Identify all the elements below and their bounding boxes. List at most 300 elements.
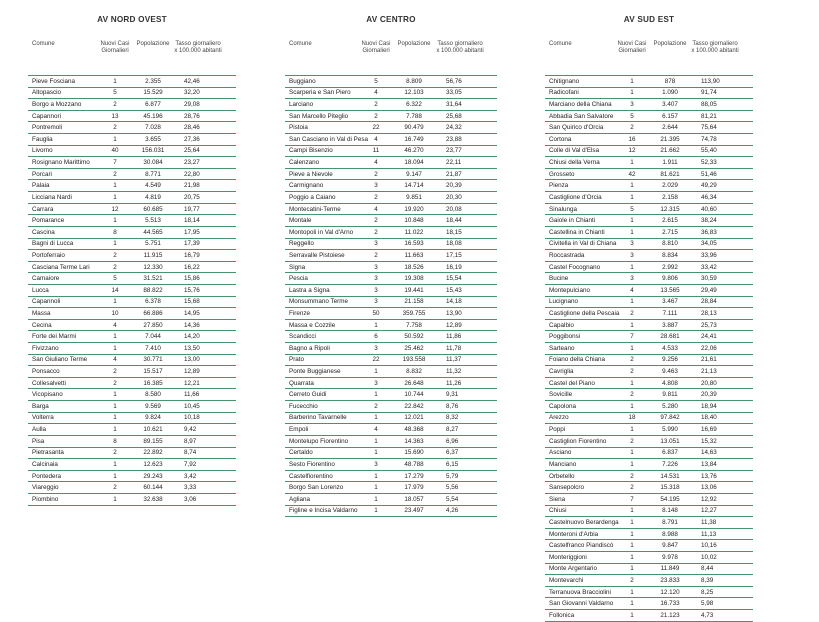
table-row: [545, 134, 753, 146]
table-row: [285, 262, 497, 274]
cell-tasso: 11,66: [184, 391, 200, 399]
cell-comune: Pontremoli: [32, 124, 63, 132]
cell-comune: Cavriglia: [549, 368, 574, 376]
cell-tasso: 52,33: [701, 159, 717, 167]
table-row: [545, 564, 753, 576]
cell-popolazione: 16.749: [404, 135, 424, 143]
cell-tasso: 33,96: [701, 251, 717, 259]
cell-nuovi-casi: 12: [628, 147, 636, 155]
cell-tasso: 23,88: [446, 135, 462, 143]
table-row: [285, 297, 497, 309]
table-row: [285, 122, 497, 134]
cell-nuovi-casi: 1: [374, 507, 378, 515]
cell-comune: Pomarance: [32, 217, 65, 225]
cell-nuovi-casi: 2: [630, 309, 634, 317]
cell-popolazione: 7.111: [662, 309, 678, 317]
cell-tasso: 18,94: [701, 402, 717, 410]
cell-comune: Chiusi della Verna: [549, 159, 600, 167]
cell-comune: Larciano: [289, 101, 314, 109]
cell-popolazione: 21.123: [660, 611, 680, 619]
cell-tasso: 15,32: [701, 437, 717, 445]
cell-comune: Poggibonsi: [549, 333, 581, 341]
cell-nuovi-casi: 3: [630, 275, 634, 283]
cell-comune: Sinalunga: [549, 205, 578, 213]
cell-comune: San Casciano in Val di Pesa: [289, 135, 368, 143]
cell-nuovi-casi: 1: [630, 379, 634, 387]
cell-tasso: 20,08: [446, 205, 462, 213]
table-row: [545, 215, 753, 227]
cell-comune: Certaldo: [289, 449, 313, 457]
cell-comune: Roccastrada: [549, 251, 585, 259]
cell-nuovi-casi: 2: [374, 193, 378, 201]
cell-popolazione: 6.378: [145, 298, 161, 306]
cell-comune: Quarrata: [289, 379, 314, 387]
panel-av-nord-ovest: [28, 14, 236, 506]
cell-comune: Monte Argentario: [549, 565, 597, 573]
cell-nuovi-casi: 1: [630, 542, 634, 550]
cell-tasso: 28,46: [184, 124, 200, 132]
table-row: [545, 610, 753, 622]
table-row: [28, 378, 236, 390]
cell-comune: Pontedera: [32, 472, 62, 480]
cell-tasso: 19,77: [184, 205, 200, 213]
cell-comune: Follonica: [549, 611, 575, 619]
table-row: [285, 482, 497, 494]
cell-nuovi-casi: 5: [374, 77, 378, 85]
cell-tasso: 10,16: [701, 542, 717, 550]
cell-tasso: 8,44: [701, 565, 714, 573]
cell-nuovi-casi: 4: [113, 356, 117, 364]
cell-nuovi-casi: 18: [628, 414, 636, 422]
cell-popolazione: 7.788: [406, 112, 422, 120]
cell-nuovi-casi: 40: [111, 147, 119, 155]
cell-popolazione: 15.529: [143, 89, 163, 97]
cell-comune: Monteriggioni: [549, 553, 587, 561]
cell-comune: Cascina: [32, 228, 55, 236]
cell-nuovi-casi: 1: [630, 159, 634, 167]
cell-comune: Forte dei Marmi: [32, 333, 77, 341]
cell-popolazione: 21.158: [404, 298, 424, 306]
cell-nuovi-casi: 2: [630, 391, 634, 399]
cell-popolazione: 17.979: [404, 484, 424, 492]
cell-tasso: 12,92: [701, 495, 717, 503]
table-row: [28, 169, 236, 181]
panel-title: AV CENTRO: [366, 15, 416, 24]
cell-nuovi-casi: 1: [113, 298, 117, 306]
cell-comune: Livorno: [32, 147, 53, 155]
table-row: [545, 343, 753, 355]
cell-nuovi-casi: 3: [630, 251, 634, 259]
cell-popolazione: 2.158: [662, 193, 678, 201]
cell-tasso: 88,05: [701, 101, 717, 109]
cell-nuovi-casi: 1: [630, 530, 634, 538]
cell-popolazione: 6.837: [662, 449, 678, 457]
cell-nuovi-casi: 1: [113, 391, 117, 399]
cell-nuovi-casi: 2: [630, 484, 634, 492]
cell-nuovi-casi: 1: [630, 89, 634, 97]
cell-popolazione: 8.834: [662, 251, 678, 259]
cell-tasso: 11,13: [701, 530, 717, 538]
cell-popolazione: 1.090: [662, 89, 678, 97]
cell-nuovi-casi: 3: [374, 263, 378, 271]
cell-nuovi-casi: 11: [372, 147, 380, 155]
cell-nuovi-casi: 16: [628, 135, 636, 143]
cell-tasso: 14,95: [184, 309, 200, 317]
cell-nuovi-casi: 2: [630, 472, 634, 480]
cell-nuovi-casi: 4: [374, 89, 378, 97]
cell-nuovi-casi: 1: [113, 402, 117, 410]
table-header: [545, 41, 753, 75]
cell-tasso: 14,18: [446, 298, 462, 306]
cell-popolazione: 2.715: [662, 228, 678, 236]
table-row: [28, 192, 236, 204]
cell-popolazione: 29.243: [143, 472, 163, 480]
cell-popolazione: 12.623: [143, 460, 163, 468]
table-row: [28, 436, 236, 448]
cell-comune: Licciana Nardi: [32, 193, 72, 201]
table-row: [545, 273, 753, 285]
cell-comune: Fucecchio: [289, 402, 318, 410]
cell-popolazione: 97.842: [660, 414, 680, 422]
cell-nuovi-casi: 2: [113, 484, 117, 492]
cell-comune: Arezzo: [549, 414, 569, 422]
cell-tasso: 3,33: [184, 484, 197, 492]
cell-tasso: 20,80: [701, 379, 717, 387]
cell-popolazione: 9.851: [406, 193, 422, 201]
cell-comune: Asciano: [549, 449, 572, 457]
cell-comune: Terranuova Bracciolini: [549, 588, 611, 596]
cell-tasso: 8,74: [184, 449, 197, 457]
cell-nuovi-casi: 50: [372, 309, 380, 317]
cell-nuovi-casi: 1: [630, 588, 634, 596]
cell-comune: Lucca: [32, 286, 49, 294]
table-row: [545, 250, 753, 262]
table-row: [285, 134, 497, 146]
cell-comune: Fauglia: [32, 135, 53, 143]
cell-comune: Campi Bisenzio: [289, 147, 333, 155]
table-row: [285, 355, 497, 367]
table-row: [545, 424, 753, 436]
cell-tasso: 29,49: [701, 286, 717, 294]
table-row: [28, 146, 236, 158]
cell-popolazione: 3.655: [145, 135, 161, 143]
cell-comune: Montecatini-Terme: [289, 205, 341, 213]
cell-tasso: 23,77: [446, 147, 462, 155]
cell-tasso: 20,30: [446, 193, 462, 201]
cell-popolazione: 7.758: [406, 321, 422, 329]
cell-comune: Chiusi: [549, 507, 567, 515]
cell-comune: Calcinaia: [32, 460, 58, 468]
cell-comune: Castel Focognano: [549, 263, 601, 271]
cell-popolazione: 15.517: [143, 368, 163, 376]
cell-popolazione: 31.521: [143, 275, 163, 283]
table-row: [545, 529, 753, 541]
table-row: [545, 227, 753, 239]
table-row: [545, 239, 753, 251]
cell-popolazione: 7.410: [145, 344, 161, 352]
cell-comune: Montepulciano: [549, 286, 590, 294]
cell-nuovi-casi: 1: [630, 217, 634, 225]
cell-popolazione: 66.886: [143, 309, 163, 317]
cell-comune: Capannori: [32, 112, 62, 120]
cell-popolazione: 9.978: [662, 553, 678, 561]
cell-popolazione: 46.270: [404, 147, 424, 155]
cell-nuovi-casi: 3: [374, 275, 378, 283]
cell-nuovi-casi: 1: [374, 484, 378, 492]
cell-popolazione: 88.822: [143, 286, 163, 294]
cell-popolazione: 9.824: [145, 414, 161, 422]
cell-comune: Monteroni d'Arbia: [549, 530, 599, 538]
table-row: [285, 506, 497, 518]
cell-comune: Sovicille: [549, 391, 573, 399]
cell-comune: Bagni di Lucca: [32, 240, 74, 248]
cell-tasso: 75,64: [701, 124, 717, 132]
cell-nuovi-casi: 1: [630, 182, 634, 190]
cell-nuovi-casi: 1: [630, 402, 634, 410]
cell-comune: Massa e Cozzile: [289, 321, 336, 329]
cell-tasso: 15,54: [446, 275, 462, 283]
cell-tasso: 5,56: [446, 484, 459, 492]
cell-popolazione: 5.990: [662, 426, 678, 434]
table-row: [285, 75, 497, 88]
cell-tasso: 21,87: [446, 170, 462, 178]
table-row: [545, 401, 753, 413]
cell-popolazione: 2.029: [662, 182, 678, 190]
cell-tasso: 22,06: [701, 344, 717, 352]
cell-popolazione: 45.196: [143, 112, 163, 120]
cell-tasso: 17,39: [184, 240, 200, 248]
table-row: [28, 180, 236, 192]
cell-nuovi-casi: 14: [111, 286, 119, 294]
cell-nuovi-casi: 1: [113, 240, 117, 248]
table-row: [545, 448, 753, 460]
cell-comune: Aulla: [32, 426, 47, 434]
cell-tasso: 8,32: [446, 414, 459, 422]
table-row: [545, 99, 753, 111]
cell-tasso: 12,27: [701, 507, 717, 515]
cell-nuovi-casi: 1: [113, 217, 117, 225]
table-row: [545, 169, 753, 181]
cell-comune: Capolona: [549, 402, 576, 410]
cell-popolazione: 81.621: [660, 170, 680, 178]
cell-tasso: 11,32: [446, 368, 462, 376]
cell-comune: Carrara: [32, 205, 54, 213]
cell-popolazione: 16.385: [143, 379, 163, 387]
table-row: [28, 308, 236, 320]
cell-tasso: 31,64: [446, 101, 462, 109]
table-row: [285, 331, 497, 343]
cell-comune: Cerreto Guidi: [289, 391, 327, 399]
cell-comune: Radicofani: [549, 89, 579, 97]
cell-tasso: 10,02: [701, 553, 717, 561]
table-row: [545, 331, 753, 343]
cell-nuovi-casi: 3: [374, 379, 378, 387]
cell-comune: Civitella in Val di Chiana: [549, 240, 617, 248]
cell-tasso: 6,37: [446, 449, 459, 457]
cell-tasso: 32,20: [184, 89, 200, 97]
cell-popolazione: 3.407: [662, 101, 678, 109]
cell-nuovi-casi: 1: [374, 414, 378, 422]
column-header-comune: Comune: [289, 41, 312, 47]
cell-tasso: 55,40: [701, 147, 717, 155]
cell-comune: Foiano della Chiana: [549, 356, 606, 364]
table-row: [28, 122, 236, 134]
cell-nuovi-casi: 5: [630, 112, 634, 120]
cell-popolazione: 5.280: [662, 402, 678, 410]
cell-popolazione: 13.565: [660, 286, 680, 294]
cell-comune: Poggio a Caiano: [289, 193, 336, 201]
cell-comune: Castelfiorentino: [289, 472, 333, 480]
cell-tasso: 22,80: [184, 170, 200, 178]
cell-comune: Sarteano: [549, 344, 575, 352]
table-row: [28, 204, 236, 216]
cell-comune: Viareggio: [32, 484, 59, 492]
cell-nuovi-casi: 2: [113, 101, 117, 109]
cell-nuovi-casi: 1: [374, 391, 378, 399]
cell-tasso: 16,22: [184, 263, 200, 271]
cell-popolazione: 21.662: [660, 147, 680, 155]
cell-nuovi-casi: 2: [630, 356, 634, 364]
cell-comune: Ponsacco: [32, 368, 60, 376]
cell-nuovi-casi: 1: [113, 77, 117, 85]
cell-tasso: 11,37: [446, 356, 462, 364]
cell-nuovi-casi: 2: [113, 263, 117, 271]
table-row: [545, 88, 753, 100]
cell-tasso: 10,45: [184, 402, 200, 410]
table-row: [28, 88, 236, 100]
cell-nuovi-casi: 4: [630, 286, 634, 294]
column-header-comune: Comune: [549, 41, 572, 47]
cell-tasso: 27,36: [184, 135, 200, 143]
cell-comune: Signa: [289, 263, 306, 271]
cell-tasso: 25,64: [184, 147, 200, 155]
table-row: [28, 366, 236, 378]
cell-nuovi-casi: 7: [630, 495, 634, 503]
cell-popolazione: 22.892: [143, 449, 163, 457]
cell-popolazione: 18.057: [404, 495, 424, 503]
cell-nuovi-casi: 1: [630, 449, 634, 457]
cell-nuovi-casi: 4: [374, 135, 378, 143]
cell-comune: Reggello: [289, 240, 314, 248]
cell-popolazione: 8.809: [406, 77, 422, 85]
cell-comune: Pieve a Nievole: [289, 170, 333, 178]
cell-comune: San Giovanni Valdarno: [549, 600, 614, 608]
table-row: [28, 134, 236, 146]
cell-comune: Gaiole in Chianti: [549, 217, 596, 225]
table-row: [28, 482, 236, 494]
table-row: [545, 192, 753, 204]
cell-tasso: 11,26: [446, 379, 462, 387]
cell-tasso: 7,92: [184, 460, 197, 468]
cell-popolazione: 19.920: [404, 205, 424, 213]
table-row: [285, 413, 497, 425]
cell-tasso: 8,76: [446, 402, 459, 410]
cell-comune: Marciano della Chiana: [549, 101, 612, 109]
cell-tasso: 13,90: [446, 309, 462, 317]
cell-comune: Bucine: [549, 275, 569, 283]
table-row: [285, 308, 497, 320]
cell-popolazione: 9.806: [662, 275, 678, 283]
cell-tasso: 14,20: [184, 333, 200, 341]
cell-tasso: 3,06: [184, 495, 197, 503]
cell-popolazione: 30.084: [143, 159, 163, 167]
table-row: [545, 366, 753, 378]
cell-nuovi-casi: 2: [113, 124, 117, 132]
cell-tasso: 16,19: [446, 263, 462, 271]
cell-nuovi-casi: 2: [374, 402, 378, 410]
table-row: [545, 389, 753, 401]
table-row: [285, 146, 497, 158]
table-row: [28, 424, 236, 436]
cell-tasso: 23,27: [184, 159, 200, 167]
cell-popolazione: 48.368: [404, 426, 424, 434]
cell-tasso: 24,32: [446, 124, 462, 132]
cell-tasso: 34,05: [701, 240, 717, 248]
cell-comune: Camaiore: [32, 275, 60, 283]
table-row: [545, 575, 753, 587]
table-row: [545, 552, 753, 564]
cell-nuovi-casi: 1: [374, 449, 378, 457]
column-header-tasso: Tasso giornaliero x 100.000 abitanti: [174, 41, 222, 54]
cell-tasso: 16,79: [184, 251, 200, 259]
cell-tasso: 113,90: [701, 77, 720, 85]
table-row: [285, 436, 497, 448]
cell-comune: Capannoli: [32, 298, 61, 306]
cell-comune: Pistoia: [289, 124, 308, 132]
table-row: [285, 471, 497, 483]
cell-tasso: 14,36: [184, 321, 200, 329]
cell-comune: Montevarchi: [549, 577, 584, 584]
cell-nuovi-casi: 1: [374, 472, 378, 480]
cell-popolazione: 8.791: [662, 518, 678, 526]
cell-popolazione: 12.021: [404, 414, 424, 422]
cell-nuovi-casi: 1: [630, 518, 634, 526]
cell-nuovi-casi: 1: [630, 611, 634, 619]
table-row: [285, 401, 497, 413]
cell-popolazione: 12.315: [660, 205, 680, 213]
cell-comune: Pescia: [289, 275, 308, 283]
cell-popolazione: 18.526: [404, 263, 424, 271]
table-row: [545, 180, 753, 192]
table-row: [28, 389, 236, 401]
table-row: [285, 343, 497, 355]
cell-tasso: 8,39: [701, 577, 714, 584]
cell-tasso: 18,14: [184, 217, 200, 225]
cell-tasso: 13,50: [184, 344, 200, 352]
cell-nuovi-casi: 7: [113, 159, 117, 167]
cell-tasso: 4,26: [446, 507, 459, 515]
cell-nuovi-casi: 1: [113, 460, 117, 468]
cell-comune: Pietrasanta: [32, 449, 64, 457]
cell-popolazione: 30.771: [143, 356, 163, 364]
cell-nuovi-casi: 4: [374, 426, 378, 434]
cell-nuovi-casi: 1: [113, 333, 117, 341]
cell-tasso: 17,15: [446, 251, 462, 259]
cell-comune: Sesto Fiorentino: [289, 460, 335, 468]
cell-popolazione: 25.462: [404, 344, 424, 352]
cell-nuovi-casi: 3: [630, 101, 634, 109]
cell-nuovi-casi: 8: [113, 437, 117, 445]
cell-tasso: 13,06: [701, 484, 717, 492]
cell-tasso: 38,24: [701, 217, 717, 225]
cell-popolazione: 6.877: [145, 101, 161, 109]
cell-nuovi-casi: 2: [374, 228, 378, 236]
column-header-tasso: Tasso giornaliero x 100.000 abitanti: [436, 41, 484, 54]
cell-tasso: 12,89: [184, 368, 200, 376]
table-row: [285, 239, 497, 251]
table-row: [285, 99, 497, 111]
cell-nuovi-casi: 3: [374, 240, 378, 248]
